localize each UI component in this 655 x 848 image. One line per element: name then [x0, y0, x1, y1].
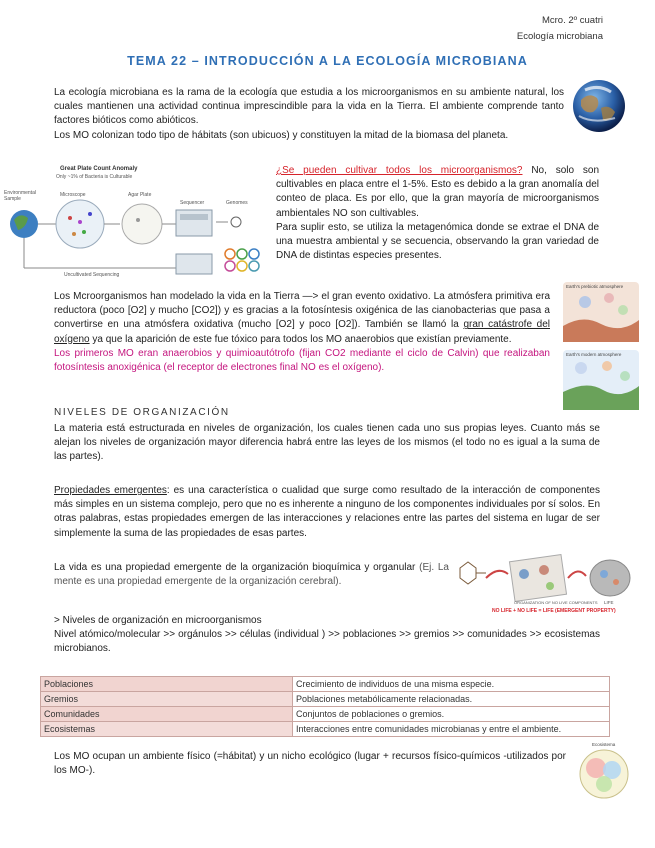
- header-course: Mcro. 2º cuatri: [541, 15, 603, 26]
- table-term: Gremios: [41, 692, 293, 707]
- figure-uncultivated-label: Uncultivated Sequencing: [64, 272, 120, 278]
- figure-microscope-label: Microscope: [60, 192, 86, 198]
- table-term: Ecosistemas: [41, 722, 293, 737]
- emergent-definition: : es una característica o cualidad que surge como resultado de la interacción de componentes más simples en un sistema complejo, pero que no es inherente a ninguno de los componentes individuales por sí solos. En otras palabras, estas propiedades emergen de las interacciones y relaciones entre las partes del sistema en lugar de ser simplemente la suma de las propiedades de esas partes.: [54, 485, 600, 539]
- emergent-term: Propiedades emergentes: [54, 485, 167, 496]
- table-def: Conjuntos de poblaciones o gremios.: [293, 707, 610, 722]
- levels-paragraph: La materia está estructurada en niveles de organización, los cuales tienen cada uno sus propias leyes. Cuanto más se alejan los niveles de organización mayor diferencia habrá entre las leyes de los mismos (el todo no es igual a la suma de las partes).: [54, 423, 600, 463]
- life-caption: LIFE: [604, 600, 614, 605]
- organization-caption: ORGANIZATION OF NO LIVE COMPONENTS: [514, 600, 598, 605]
- life-paragraph: [54, 561, 449, 589]
- plate-count-anomaly-figure: [4, 162, 266, 282]
- prebiotic-label: Earth's prebiotic atmosphere: [566, 284, 624, 289]
- atmosphere-illustration: [563, 280, 639, 412]
- life-text: La vida es una propiedad emergente de la organización bioquímica y organular: [54, 562, 420, 573]
- table-row: [41, 722, 610, 737]
- figure-title: Great Plate Count Anomaly: [60, 166, 138, 172]
- micro-levels-heading: > Niveles de organización en microorganismos: [54, 615, 262, 626]
- table-row: [41, 677, 610, 692]
- figure-subtitle: Only ~1% of Bacteria is Culturable: [56, 174, 133, 180]
- genome-icon: [231, 217, 241, 227]
- emergent-paragraph-top: [54, 484, 600, 541]
- plate-count-diagram: [4, 162, 266, 282]
- levels-table: [40, 676, 610, 737]
- header-subject: Ecología microbiana: [516, 31, 603, 42]
- table-term: Comunidades: [41, 707, 293, 722]
- figure-env-label: Environmental Sample: [4, 190, 36, 202]
- ecosystem-figure: [574, 740, 634, 800]
- atmosphere-figure: [563, 280, 639, 412]
- micro-levels-block: [54, 614, 600, 657]
- oxygen-catastrophe-term: gran catástrofe del oxígeno: [54, 319, 550, 345]
- table-def: Interacciones entre comunidades microbianas y entre el ambiente.: [293, 722, 610, 737]
- ecosystem-label: Ecosistema: [592, 742, 616, 747]
- oxidative-paragraph: [54, 290, 550, 375]
- table-row: [41, 707, 610, 722]
- sequencer-icon: [176, 210, 212, 236]
- habitat-paragraph: Los MO ocupan un ambiente físico (=hábitat) y un nicho ecológico (lugar + recursos físico-químicos -utilizados por los MO-).: [54, 751, 566, 777]
- emergent-illustration: [452, 548, 632, 616]
- modern-label: Earth's modern atmosphere: [566, 352, 622, 357]
- table-def: Crecimiento de individuos de una misma especie.: [293, 677, 610, 692]
- page-title: TEMA 22 – INTRODUCCIÓN A LA ECOLOGÍA MICROBIANA: [127, 54, 528, 68]
- agar-plate-icon: [122, 204, 162, 244]
- intro-paragraph: [54, 86, 564, 143]
- levels-heading: NIVELES DE ORGANIZACIÓN: [54, 407, 230, 418]
- table-row: [41, 692, 610, 707]
- emergent-caption: NO LIFE + NO LIFE = LIFE (EMERGENT PROPERTY): [492, 608, 616, 614]
- culture-answer: No, solo son cultivables en placa entre el 1-5%. Esto es debido a la gran anomalía del conteo de placa. Es por ello, que la gran mayoría de microorganismos ambientales NO son cultivables.: [276, 165, 600, 219]
- figure-genomes-label: Genomes: [226, 200, 248, 206]
- culture-paragraph: [276, 164, 599, 263]
- emergent-property-figure: [452, 548, 632, 616]
- intro-text: La ecología microbiana es la rama de la ecología que estudia a los microorganismos en su ambiente natural, los cuales mantienen una actividad continua imprescindible para la vida en la Tierra. El ambiente comprende tanto factores bióticos como abióticos.: [54, 87, 564, 127]
- figure-agar-label: Agar Plate: [128, 192, 152, 198]
- metagenomics-text: Para suplir esto, se utiliza la metagenómica donde se extrae el DNA de una muestra ambiental y se secuencia, observando la gran variedad de DNA de distintas especies presentes.: [276, 221, 599, 262]
- culture-question: ¿Se pueden cultivar todos los microorganismos?: [276, 165, 523, 176]
- figure-sequencer-label: Sequencer: [180, 200, 205, 206]
- table-def: Poblaciones metabólicamente relacionadas.: [293, 692, 610, 707]
- mind-example: (Ej. La mente es una propiedad emergente de la organización cerebral).: [54, 562, 449, 588]
- oxidative-text-2: ya que la aparición de este fue tóxico para todos los MO anaerobios que existían previamente.: [89, 333, 512, 345]
- table-term: Poblaciones: [41, 677, 293, 692]
- ecosystem-illustration: [574, 740, 634, 800]
- earth-globe-image: [571, 78, 627, 134]
- oxidative-text: Los Mcroorganismos han modelado la vida en la Tierra —> el gran evento oxidativo. La atmósfera primitiva era reductora (poco [O2] y mucho [CO2]) y es gracias a la fotosíntesis oxigénica de las cianobacterias que pasa a convertirse en una atmósfera oxidativa (mucho [O2] y poco [O2]). También se llamó la: [54, 291, 550, 331]
- micro-levels-text: Nivel atómico/molecular >> orgánulos >> células (individual ) >> poblaciones >> gremios >> comunidades >> ecosistemas microbianos.: [54, 629, 600, 655]
- first-mo-text: Los primeros MO eran anaerobios y quimioautótrofo (fijan CO2 mediante el ciclo de Calvin) que realizaban fotosíntesis anoxigénica (el receptor de electrones final NO es el oxígeno).: [54, 347, 550, 374]
- intro-text-2: Los MO colonizan todo tipo de hábitats (son ubicuos) y constituyen la mitad de la biomasa del planeta.: [54, 129, 509, 141]
